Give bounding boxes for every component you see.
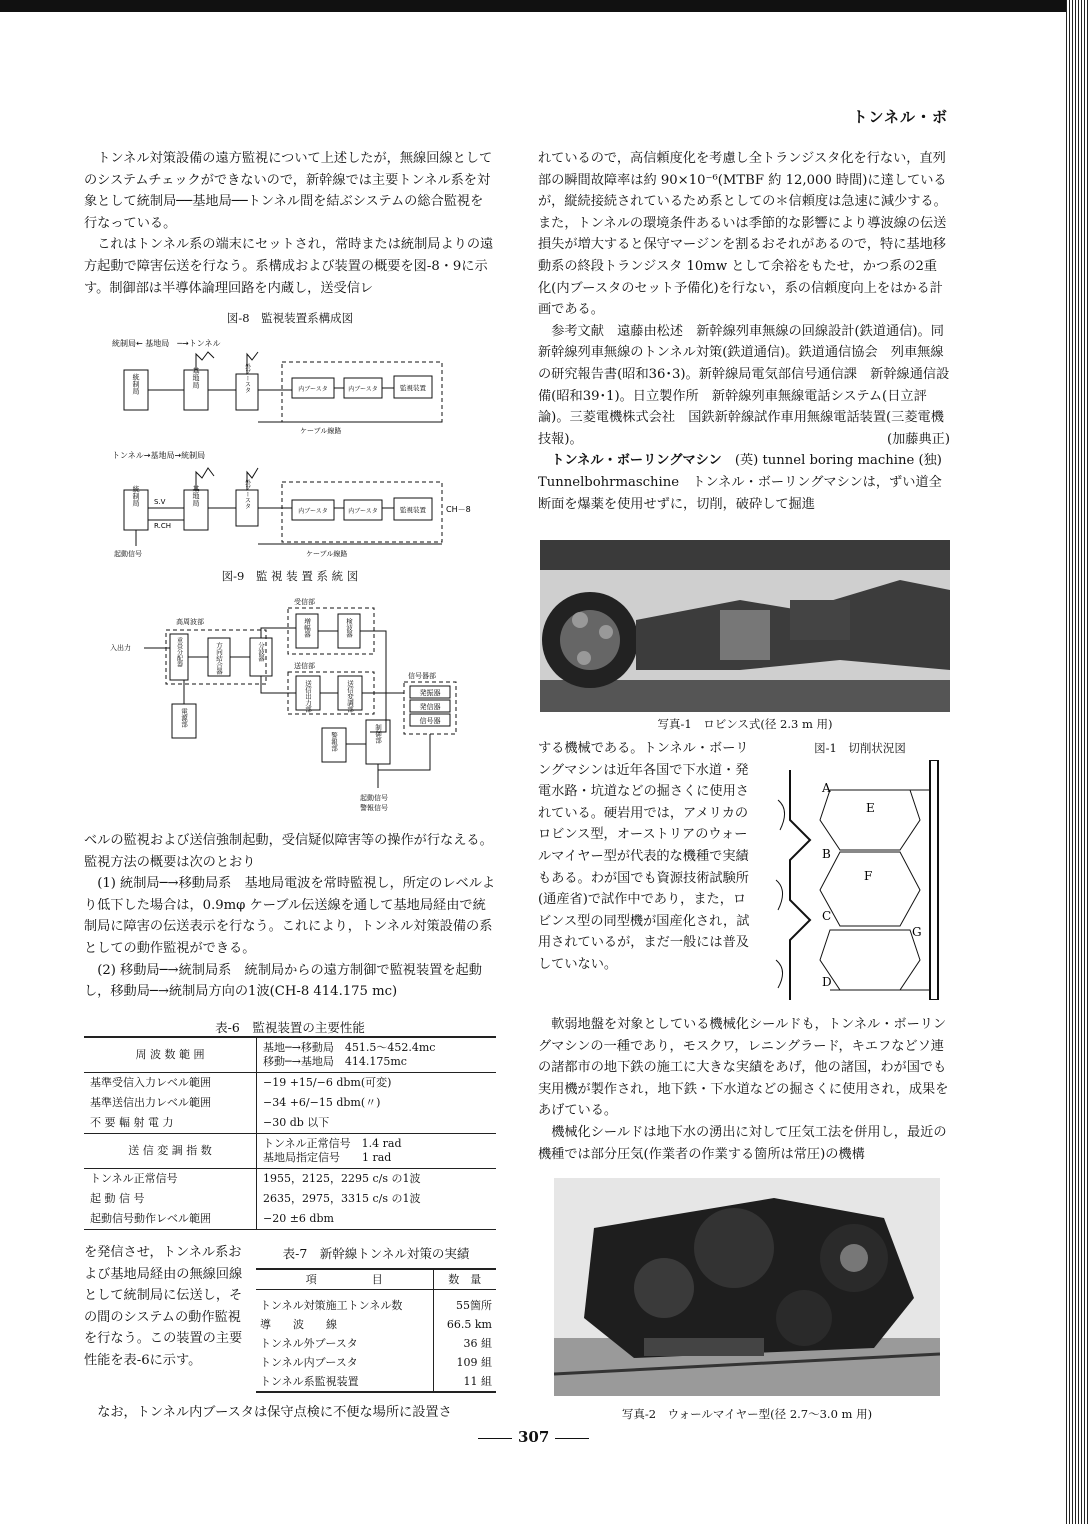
paragraph: する機械である。トンネル・ボーリングマシンは近年各国で下水道・発電水路・坑道などの掘さくに使用されている。硬岩用では，アメリカのロビンス型，オーストリアのウォールマイヤー型が代表的な機種で実績もある。わが国でも資源技術試験所(通産省)で試作中であり，また，ロビンス型の同型機が国産化され，試用されているが，まだ一般には普及していない。 bbox=[538, 741, 750, 972]
table-cell: 送 信 変 調 指 数 bbox=[84, 1134, 257, 1169]
block-box: 送信出力部 bbox=[304, 680, 312, 713]
block-rx-label: 受信部 bbox=[294, 598, 315, 606]
block-box: 発信器 bbox=[419, 703, 441, 711]
paragraph: 軟弱地盤を対象としている機械化シールドも，トンネル・ボーリングマシンの一種であり，モスクワ，レニングラード，キエフなどソ連の諸都市の地下鉄の施工に大きな実績をあげ，他の諸国，わが国でも実用機が製作され，地下鉄・下水道などの掘さくに使用され，成果をあげている。 bbox=[538, 1017, 949, 1119]
table-row bbox=[84, 1169, 496, 1190]
running-header: トンネル・ボ bbox=[852, 108, 948, 126]
fig1-cutting-diagram bbox=[770, 760, 950, 1000]
fig9-start-signal-label: 起動信号 bbox=[114, 550, 142, 558]
table-row bbox=[256, 1315, 496, 1334]
fig1-caption: 図-1 切削状況図 bbox=[814, 741, 906, 755]
fig8-box: 内ブースタ bbox=[348, 386, 378, 393]
table-row bbox=[256, 1269, 496, 1290]
entry-title: トンネル・ボーリングマシン bbox=[551, 453, 722, 469]
block-sig-label: 信号器部 bbox=[408, 672, 436, 680]
block-box: 方向結合器 bbox=[215, 642, 223, 675]
photo-wohlmeyer-machine bbox=[554, 1178, 940, 1396]
fig1-label: D bbox=[822, 975, 832, 989]
table-cell: 基準送信出力レベル範囲 bbox=[84, 1093, 257, 1113]
fig9-box: 外ブースタ bbox=[243, 479, 251, 509]
fig9-top-label: トンネル→基地局→統制局 bbox=[112, 451, 206, 460]
fig8-box: 統制局 bbox=[132, 373, 140, 395]
block-box: 分波器 bbox=[257, 642, 265, 662]
left-column-middle bbox=[84, 830, 496, 1003]
fig8-cable-label: ケーブル線路 bbox=[300, 427, 342, 435]
fig8-box: 外ブースタ bbox=[243, 363, 251, 393]
block-box: 電源部 bbox=[180, 708, 188, 728]
fig1-label: B bbox=[822, 847, 831, 861]
table-cell: 1955，2125，2295 c/s の1波 bbox=[263, 1172, 421, 1185]
table-header: 数 量 bbox=[433, 1269, 496, 1290]
table-cell: 66.5 km bbox=[433, 1315, 496, 1334]
block-box: 発振器 bbox=[419, 689, 441, 697]
left-column-last bbox=[84, 1402, 496, 1424]
table-row bbox=[256, 1290, 496, 1316]
fig9-box: 基地局 bbox=[192, 485, 200, 507]
table-row bbox=[256, 1353, 496, 1372]
table-cell: トンネル正常信号 bbox=[84, 1169, 257, 1190]
fig9-box: 監視装置 bbox=[400, 506, 426, 514]
table-row bbox=[84, 1113, 496, 1134]
block-tx-label: 送信部 bbox=[294, 662, 315, 670]
fig8-top-label: 統制局← 基地局 ─→トンネル bbox=[112, 339, 221, 348]
fig8-caption: 図-8 監視装置系構成図 bbox=[226, 311, 354, 325]
block-out-label: 警報信号 bbox=[360, 804, 388, 812]
fig9-ch8-label: CH－8 bbox=[446, 505, 471, 514]
page-number: 307 bbox=[472, 1428, 595, 1446]
table-row bbox=[84, 1073, 496, 1094]
photo2-caption: 写真-2 ウォールマイヤー型(径 2.7～3.0 m 用) bbox=[621, 1407, 873, 1421]
table-cell: トンネル正常信号 1.4 rad 基地局指定信号 1 rad bbox=[257, 1134, 497, 1169]
table6-caption: 表-6 監視装置の主要性能 bbox=[215, 1020, 365, 1035]
table-cell: −34 +6/−15 dbm(〃) bbox=[263, 1096, 381, 1109]
left-column-narrow bbox=[84, 1242, 244, 1372]
fig1-label: G bbox=[912, 925, 922, 939]
table-cell: 109 組 bbox=[433, 1353, 496, 1372]
paragraph: れているので，高信頼度化を考慮し全トランジスタ化を行ない，直列部の瞬間故障率は約 90×10⁻⁶(MTBF 約 12,000 時間)に達しているが，縦続接続されているため系としての＊信頼度は急速に減少する。また，トンネルの環境条件あるいは季節的な影響により導波線の伝送損失が増大すると保守マージンを割るおそれがあるので，特に基地移動系の終段トランジスタ 10mw として余裕をもたせ，かつ系の2重化(内ブースタのセット予備化)を行ない，系の信頼度向上をはかる計画である。 bbox=[538, 151, 947, 318]
fig8-box: 内ブースタ bbox=[298, 386, 328, 393]
table-cell: トンネル内ブースタ bbox=[260, 1356, 358, 1369]
fig1-label: F bbox=[864, 869, 873, 883]
author: (加藤典正) bbox=[886, 431, 950, 447]
block-box: 送信変調部 bbox=[346, 680, 354, 713]
fig9-sv-label: S.V bbox=[154, 498, 166, 506]
fig8-diagram bbox=[110, 332, 450, 436]
table6 bbox=[84, 1036, 496, 1230]
paragraph: トンネル対策設備の遠方監視について上述したが，無線回線としてのシステムチェックができないので，新幹線では主要トンネル系を対象として統制局──基地局──トンネル間を結ぶシステムの総合監視を行なっている。 bbox=[84, 151, 493, 231]
fig9-diagram bbox=[110, 446, 490, 562]
paragraph: これはトンネル系の端末にセットされ，常時または統制局よりの遠方起動で障害伝送を行なう。系構成および装置の概要を図-8・9に示す。制御部は半導体論理回路を内蔵し，送受信レ bbox=[84, 237, 494, 296]
block-hf-label: 高周波部 bbox=[176, 618, 204, 626]
table-cell: 基準受信入力レベル範囲 bbox=[84, 1073, 257, 1094]
table-row bbox=[84, 1037, 496, 1073]
fig1-label: C bbox=[822, 909, 832, 923]
right-column-top bbox=[538, 148, 958, 515]
entry-heading bbox=[538, 450, 950, 515]
table-cell: 不 要 輻 射 電 力 bbox=[84, 1113, 257, 1134]
table-row bbox=[84, 1134, 496, 1169]
block-box: 重畳分配器 bbox=[175, 637, 183, 667]
table-row bbox=[256, 1372, 496, 1392]
block-box: 制御部 bbox=[374, 724, 382, 744]
table7 bbox=[256, 1268, 496, 1393]
table-row bbox=[84, 1189, 496, 1209]
block-box: 警報部 bbox=[330, 732, 338, 752]
fig8-box: 基地局 bbox=[192, 367, 200, 389]
block-out-label: 起動信号 bbox=[360, 794, 388, 802]
table-cell: 導 波 線 bbox=[260, 1318, 337, 1331]
paragraph: ベルの監視および送信強制起動，受信疑似障害等の操作が行なえる。監視方法の概要は次のとおり bbox=[84, 833, 493, 870]
fig8-box: 監視装置 bbox=[400, 384, 426, 392]
fig9-box: 統制局 bbox=[132, 485, 140, 507]
paragraph: 機械化シールドは地下水の湧出に対して圧気工法を併用し，最近の機種では部分圧気(作業者の作業する箇所は常圧)の機構 bbox=[538, 1124, 947, 1162]
table-cell: 55箇所 bbox=[433, 1290, 496, 1316]
block-box: 増幅器 bbox=[303, 618, 311, 638]
paragraph: を発信させ，トンネル系および基地局経由の無線回線として統制局に伝送し，その間のシステムの動作監視を行なう。この装置の主要性能を表-6に示す。 bbox=[84, 1245, 243, 1368]
table-cell: 起動信号動作レベル範囲 bbox=[84, 1209, 257, 1230]
scan-right-edge bbox=[1066, 0, 1088, 1524]
fig9-cable-label: ケーブル線路 bbox=[306, 550, 348, 558]
table-cell: トンネル系監視装置 bbox=[260, 1375, 359, 1388]
fig9-box: 内ブースタ bbox=[298, 508, 328, 515]
right-column-lower bbox=[538, 1014, 950, 1165]
block-box: 信号器 bbox=[419, 717, 441, 725]
block-box: 検波器 bbox=[345, 618, 353, 638]
fig1-label: A bbox=[822, 781, 831, 795]
left-column-top bbox=[84, 148, 496, 299]
right-column-narrow bbox=[538, 738, 750, 976]
table-cell: 基地─→移動局 451.5～452.4mc 移動─→基地局 414.175mc bbox=[257, 1037, 497, 1073]
table-cell: 11 組 bbox=[433, 1372, 496, 1392]
table7-caption: 表-7 新幹線トンネル対策の実績 bbox=[282, 1246, 470, 1261]
photo-robbins-machine bbox=[540, 540, 950, 712]
table-cell: 36 組 bbox=[433, 1334, 496, 1353]
references: 参考文献 遠藤由松述 新幹線列車無線の回線設計(鉄道通信)。同 新幹線列車無線のトンネル対策(鉄道通信)。鉄道通信協会 列車無線の研究報告書(昭和36･3)。新幹線局電気部信号通信課 新幹線通信設備(昭和39･1)。日立製作所 新幹線列車無線電話システム(日立評論)。三菱電機株式会社 国鉄新幹線試作車用無線電話装置(三菱電機技報)。 (加藤典正) bbox=[538, 321, 950, 451]
table-cell: 起 動 信 号 bbox=[84, 1189, 257, 1209]
table-header: 項 目 bbox=[305, 1273, 383, 1286]
fig9-box: 内ブースタ bbox=[348, 508, 378, 515]
table-cell: 2635，2975，3315 c/s の1波 bbox=[263, 1192, 421, 1205]
table-row bbox=[256, 1334, 496, 1353]
fig9-rch-label: R.CH bbox=[154, 522, 171, 530]
block-diagram bbox=[108, 592, 478, 822]
table-cell: トンネル外ブースタ bbox=[260, 1337, 358, 1350]
table-row bbox=[84, 1093, 496, 1113]
scan-top-border bbox=[0, 0, 1088, 12]
table-cell: −30 db 以下 bbox=[257, 1113, 497, 1134]
paragraph: (2) 移動局─→統制局系 統制局からの遠方制御で監視装置を起動し，移動局─→統制局方向の1波(CH-8 414.175 mc) bbox=[84, 962, 482, 1000]
table-cell: トンネル対策施工トンネル数 bbox=[260, 1299, 403, 1312]
paragraph: なお，トンネル内ブースタは保守点検に不便な場所に設置さ bbox=[97, 1405, 452, 1420]
paragraph: (1) 統制局─→移動局系 基地局電波を常時監視し，所定のレベルより低下した場合は，0.9mφ ケーブル伝送線を通して基地局経由で統制局に障害の伝送表示を行なう。これにより，トンネル対策設備の系としての動作監視ができる。 bbox=[84, 876, 496, 956]
fig9-caption: 図-9 監 視 装 置 系 統 図 bbox=[221, 569, 359, 583]
table-cell: 周 波 数 範 囲 bbox=[84, 1037, 257, 1073]
photo1-caption: 写真-1 ロビンス式(径 2.3 m 用) bbox=[657, 717, 833, 731]
table-cell: −19 +15/−6 dbm(可変) bbox=[263, 1076, 392, 1089]
entry-text: (英) tunnel boring machine (独) Tunnelbohrmaschine トンネル・ボーリングマシンは，ずい道全断面を爆薬を使用せずに，切削，破砕して掘進 bbox=[538, 453, 942, 512]
block-io-label: 入出力 bbox=[110, 644, 131, 652]
fig1-label: E bbox=[866, 801, 875, 815]
table-cell: −20 ±6 dbm bbox=[257, 1209, 497, 1230]
table-row bbox=[84, 1209, 496, 1230]
